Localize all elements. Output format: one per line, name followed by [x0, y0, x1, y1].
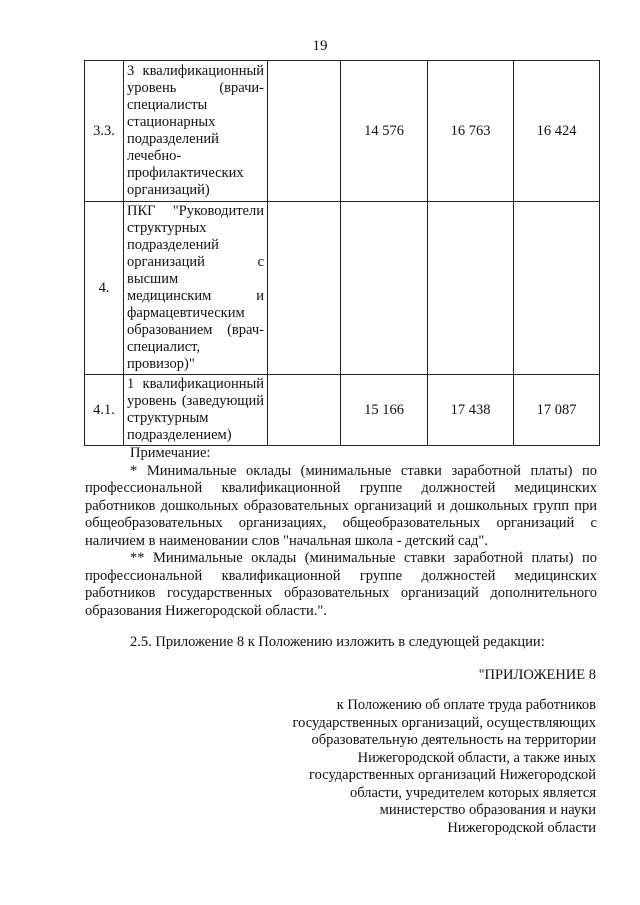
appendix-line: области, учредителем которых является [349, 784, 596, 801]
notes-block [85, 445, 597, 620]
table-row [85, 375, 600, 446]
appendix-line: Нижегородской области, а также иных [357, 749, 596, 766]
salary-table [84, 60, 600, 446]
value-cell [341, 202, 428, 375]
value-cell: 15 166 [341, 375, 428, 446]
appendix-line: министерство образования и науки [379, 802, 596, 818]
row-number: 3.3. [85, 61, 124, 202]
row-number: 4. [85, 202, 124, 375]
appendix-line: к Положению об оплате труда работников [336, 697, 596, 713]
note-double-asterisk: ** Минимальные оклады (минимальные ставки заработной платы) по профессиональной квалификационной группе должностей медицинских работников государственных образовательных организаций дополнительного образования Нижегородской области.". [85, 550, 597, 619]
note-single-asterisk: * Минимальные оклады (минимальные ставки заработной платы) по профессиональной квалификационной группе должностей медицинских работников дошкольных образовательных организаций и дошкольных групп при общеобразовательных организациях, общеобразовательных организаций с наличием в наименовании слов "начальная школа - детский сад". [85, 462, 597, 549]
value-cell: 17 438 [428, 375, 514, 446]
value-cell: 17 087 [514, 375, 600, 446]
table-row [85, 61, 600, 202]
value-cell: 16 424 [514, 61, 600, 202]
table-row [85, 202, 600, 375]
value-cell [428, 202, 514, 375]
value-cell: 14 576 [341, 61, 428, 202]
row-name: ПКГ "Руководители структурных подразделений организаций с высшим медицинским и фармацевтическим образованием (врач-специалист, провизор)" [124, 202, 268, 375]
value-cell [514, 202, 600, 375]
empty-cell [268, 61, 341, 202]
appendix-line: Нижегородской области [447, 819, 596, 836]
row-number: 4.1. [85, 375, 124, 446]
row-name: 1 квалификационный уровень (заведующий структурным подразделением) [124, 375, 268, 446]
appendix-line: образовательную деятельность на территории [311, 732, 596, 748]
notes-title: Примечание: [130, 445, 211, 461]
appendix-line: государственных организаций, осуществляющих [292, 714, 596, 731]
empty-cell [268, 375, 341, 446]
row-name: 3 квалификационный уровень (врачи-специалисты стационарных подразделений лечебно-профилактических организаций) [124, 61, 268, 202]
empty-cell [268, 202, 341, 375]
appendix-subtitle [236, 697, 596, 837]
value-cell: 16 763 [428, 61, 514, 202]
page-number: 19 [312, 38, 328, 54]
section-paragraph: 2.5. Приложение 8 к Положению изложить в следующей редакции: [130, 634, 545, 650]
appendix-line: государственных организаций Нижегородской [309, 767, 596, 783]
appendix-title: "ПРИЛОЖЕНИЕ 8 [478, 667, 596, 683]
